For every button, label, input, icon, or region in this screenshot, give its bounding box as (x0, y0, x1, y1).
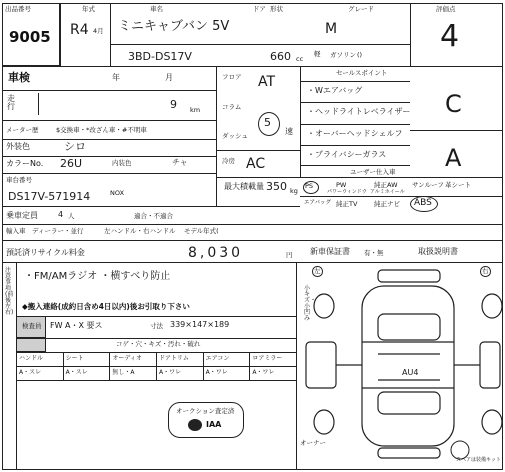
chassis-label: 車台番号 (6, 176, 32, 184)
chassis-value: DS17V-571914 (8, 190, 91, 203)
exterior-value: シロ (64, 140, 86, 153)
grid-col-line (203, 352, 204, 380)
grid-cell: オーディオ (112, 355, 142, 362)
grid-cell: ドアトリム (159, 355, 189, 362)
fuel-suffix: () (357, 51, 363, 59)
right-mark: 右 (482, 267, 489, 275)
grid-cell: 無し・A (112, 369, 135, 376)
inspector-label: 検査員 (22, 322, 42, 330)
cert-logo-icon (188, 419, 202, 431)
size-label: 寸法 (150, 322, 163, 330)
score-value: 4 (440, 19, 460, 54)
shaken-month-label: 月 (165, 73, 173, 82)
door-label: ドア (253, 5, 266, 13)
speed-unit: 速 (285, 127, 293, 136)
mileage-unit: km (190, 106, 201, 114)
capacity-label: 乗車定員 (6, 211, 38, 220)
equip-sr: サンルーフ (412, 181, 444, 189)
equip-pw-sub: パワーウィンドウ (327, 189, 367, 195)
left-mark: 左 (314, 267, 321, 275)
color-no-value: 26U (60, 157, 83, 170)
model-label: 車名 (150, 5, 163, 13)
equip-pw: PW (336, 181, 347, 189)
grid-cell: A・ワレ (205, 369, 228, 376)
grid-col-line (63, 352, 64, 380)
load-unit: kg (290, 187, 298, 195)
grid-cell: A・ワレ (159, 369, 182, 376)
cc-value: 660 (270, 50, 291, 63)
small-notes: 小キズ・小凹み (304, 285, 317, 322)
dash-label: ダッシュ (222, 132, 248, 140)
grid-cell: ロアミラー (252, 355, 283, 362)
warranty-label: 新車保証書 (310, 247, 350, 256)
equip-aw-sub: アルミホイール (370, 189, 405, 195)
month-value: 4月 (93, 27, 104, 35)
sales-item-1: ・Wエアバッグ (307, 86, 363, 95)
sales-item-2: ・ヘッドライトレベライザー (307, 107, 411, 116)
interior-value: チャ (172, 158, 188, 167)
model-year-label: モデル年式( (184, 227, 219, 235)
spare-label: スペアは装備キット (456, 457, 501, 463)
grid-col-line (109, 352, 110, 380)
interior-grade: C (445, 90, 462, 118)
recycle-value: 8,030 (188, 245, 244, 261)
meter-options: $交換車・*改ざん車・#不明車 (56, 126, 147, 134)
user-label: ユーザー仕入車 (350, 168, 396, 176)
floor-label: フロア (222, 73, 242, 81)
import-label: 輸入車 (6, 227, 26, 235)
ac-value: AC (246, 156, 266, 172)
score-label: 評価点 (436, 5, 456, 13)
mileage-value: 9 (170, 98, 177, 111)
fuel-value: ガソリン (330, 51, 356, 59)
warning-text: ◆搬入連絡(成約日含め4日以内)後お引取り下さい (22, 302, 190, 311)
recycle-unit: 円 (286, 251, 293, 259)
warranty-options: 有・無 (364, 249, 384, 257)
equip-ps-text: PS (305, 182, 314, 190)
grade-label: グレード (348, 5, 374, 13)
equip-tv: 純正TV (336, 200, 358, 208)
size-value: 339×147×189 (170, 320, 230, 329)
defect-label-cell (16, 338, 46, 352)
color-no-label: カラーNo. (6, 159, 44, 168)
meter-label: メーター歴 (6, 126, 39, 134)
grid-cell: A・スレ (19, 369, 42, 376)
recycle-label: 預託済リサイクル料金 (6, 248, 85, 257)
exterior-label: 外装色 (6, 142, 30, 151)
diagram-note: AU4 (402, 368, 419, 377)
interior-label: 内装色 (112, 159, 132, 167)
equip-aw: 純正AW (374, 181, 398, 189)
equip-abs: ABS (414, 198, 432, 208)
grid-row-line (16, 380, 296, 381)
grid-col-line (156, 352, 157, 380)
capacity-unit: 人 (68, 212, 75, 220)
import-options: ディーラー・並行 (32, 227, 84, 235)
equip-nav: 純正ナビ (374, 200, 400, 208)
sales-item-4: ・プライバシーガラス (307, 150, 387, 159)
format-code: FW A・X 要ス (50, 321, 103, 330)
fuel-sub: 軽 (314, 50, 321, 58)
shaken-year-label: 年 (112, 73, 120, 82)
nox-label: NOX (110, 189, 125, 197)
speed-value: 5 (264, 116, 271, 129)
abs-oval (410, 196, 438, 212)
grid-col-line (249, 352, 250, 380)
car-diagram (296, 262, 503, 470)
model-value: ミニキャブバン 5V (118, 19, 230, 34)
cool-label: 冷房 (222, 157, 235, 165)
grid-cell: A・ワレ (252, 369, 275, 376)
sales-title: セールスポイント (336, 69, 388, 77)
cc-unit: cc (296, 55, 304, 63)
load-value: 350 (266, 180, 287, 193)
defect-label: コゲ・穴・キズ・汚れ・破れ (116, 340, 201, 348)
notes-line1: ・FM/AMラジオ ・横すべり防止 (24, 271, 171, 282)
load-label: 最大積載量 (224, 182, 264, 191)
lot-label: 出品番号 (5, 5, 31, 13)
mileage-label: 走行 (7, 94, 15, 111)
grid-cell: ハンドル (19, 355, 44, 362)
grid-cell: A・スレ (65, 369, 88, 376)
lot-number: 9005 (9, 28, 51, 46)
model-code: 3BD-DS17V (128, 50, 192, 63)
nox-options: 適合・不適合 (134, 212, 173, 220)
grade-value: M (325, 21, 338, 37)
capacity-value: 4 (58, 210, 64, 219)
manual-label: 取扱説明書 (418, 247, 458, 256)
owner-label: オーナー (300, 439, 326, 447)
cert-brand: IAA (206, 420, 222, 429)
year-value: R4 (70, 22, 89, 38)
shaken-label: 車検 (8, 71, 30, 84)
mileage-boxes (38, 93, 189, 115)
shift-value: AT (258, 74, 276, 90)
sales-item-3: ・オーバーヘッドシェルフ (307, 129, 403, 138)
column-label: コラム (222, 103, 242, 111)
type-label: 形状 (270, 5, 283, 13)
cert-label: オークション査定済 (176, 407, 235, 415)
year-label: 年式 (82, 5, 95, 13)
equip-airbag: エアバッグ (304, 200, 332, 206)
equip-seat: 革シート (445, 181, 471, 189)
grid-cell: エアコン (205, 355, 230, 362)
exterior-grade: A (445, 144, 462, 172)
car-outline-icon (306, 270, 502, 458)
handle-options: 左ハンドル・右ハンドル (104, 227, 176, 235)
grid-cell: シート (65, 355, 84, 362)
side-label: 注意事項(前後左右) (5, 267, 14, 316)
